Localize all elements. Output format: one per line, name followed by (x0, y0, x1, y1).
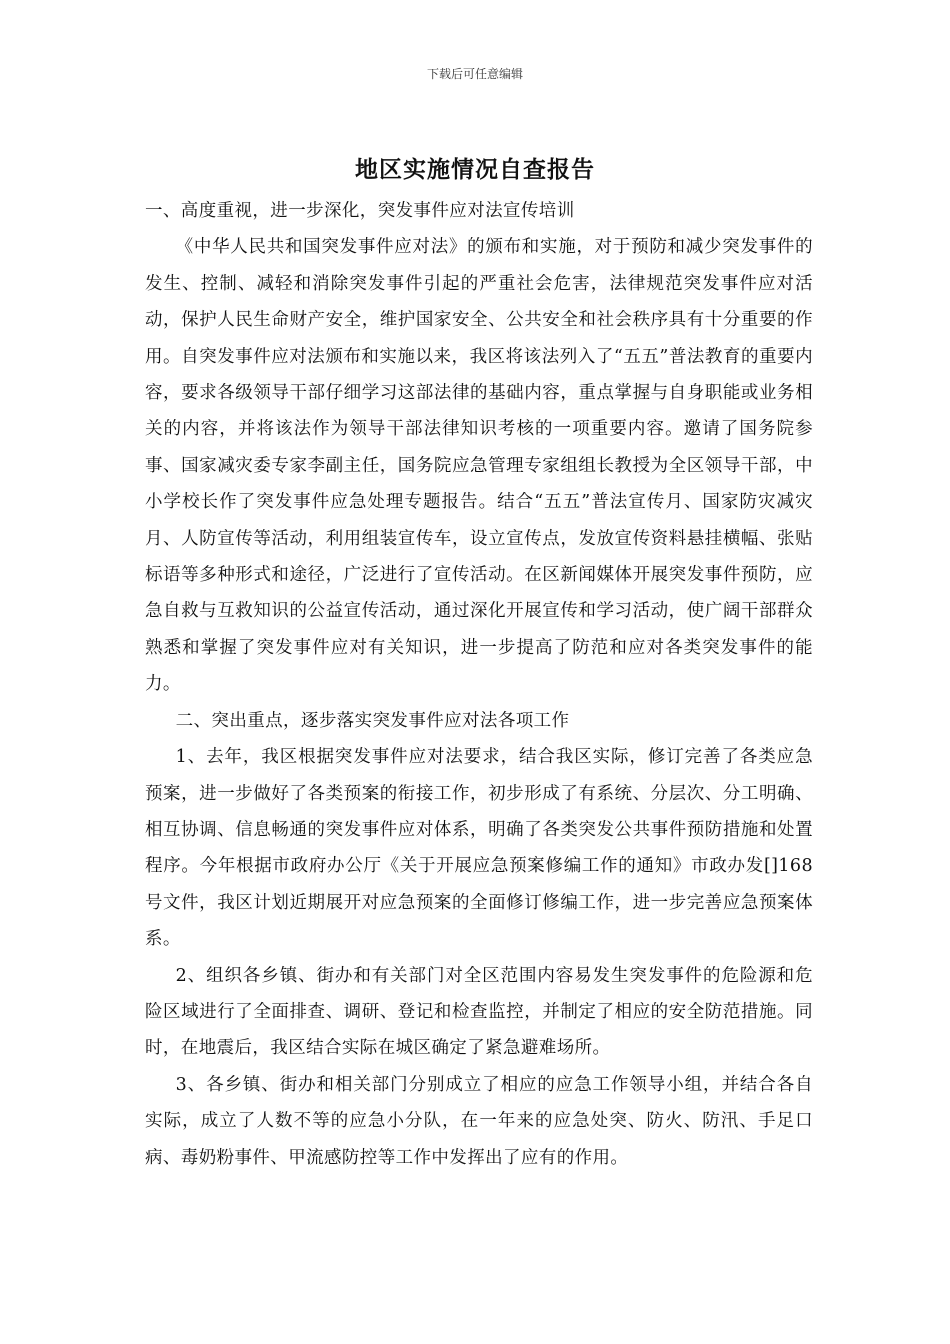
document-title: 地区实施情况自查报告 (355, 156, 595, 183)
paragraph-item-3: 3、各乡镇、街办和相关部门分别成立了相应的应急工作领导小组，并结合各自实际，成立了人数不等的应急小分队，在一年来的应急处突、防火、防汛、手足口病、毒奶粉事件、甲流感防控等工作中发挥出了应有的作用。 (145, 1074, 813, 1168)
section-heading-1: 一、高度重视，进一步深化，突发事件应对法宣传培训 (145, 201, 575, 221)
document-body (145, 193, 813, 1176)
section-heading-2: 二、突出重点，逐步落实突发事件应对法各项工作 (175, 710, 570, 731)
paragraph-item-2: 2、组织各乡镇、街办和有关部门对全区范围内容易发生突发事件的危险源和危险区域进行了全面排查、调研、登记和检查监控，并制定了相应的安全防范措施。同时，在地震后，我区结合实际在城区确定了紧急避难场所。 (145, 965, 813, 1059)
page-header-note: 下载后可任意编辑 (426, 67, 523, 81)
paragraph-item-1: 1、去年，我区根据突发事件应对法要求，结合我区实际，修订完善了各类应急预案，进一步做好了各类预案的衔接工作，初步形成了有系统、分层次、分工明确、相互协调、信息畅通的突发事件应对体系，明确了各类突发公共事件预防措施和处置程序。今年根据市政府办公厅《关于开展应急预案修编工作的通知》市政办发[]168号文件，我区计划近期展开对应急预案的全面修订修编工作，进一步完善应急预案体系。 (145, 747, 813, 950)
paragraph-section-1-body: 《中华人民共和国突发事件应对法》的颁布和实施，对于预防和减少突发事件的发生、控制、减轻和消除突发事件引起的严重社会危害，法律规范突发事件应对活动，保护人民生命财产安全，维护国家安全、公共安全和社会秩序具有十分重要的作用。自突发事件应对法颁布和实施以来，我区将该法列入了“五五”普法教育的重要内容，要求各级领导干部仔细学习这部法律的基础内容，重点掌握与自身职能或业务相关的内容，并将该法作为领导干部法律知识考核的一项重要内容。邀请了国务院参事、国家减灾委专家李副主任，国务院应急管理专家组组长教授为全区领导干部，中小学校长作了突发事件应急处理专题报告。结合“五五”普法宣传月、国家防灾减灾月、人防宣传等活动，利用组装宣传车，设立宣传点，发放宣传资料悬挂横幅、张贴标语等多种形式和途径，广泛进行了宣传活动。在区新闻媒体开展突发事件预防，应急自救与互救知识的公益宣传活动，通过深化开展宣传和学习活动，使广阔干部群众熟悉和掌握了突发事件应对有关知识，进一步提高了防范和应对各类突发事件的能力。 (145, 237, 813, 695)
